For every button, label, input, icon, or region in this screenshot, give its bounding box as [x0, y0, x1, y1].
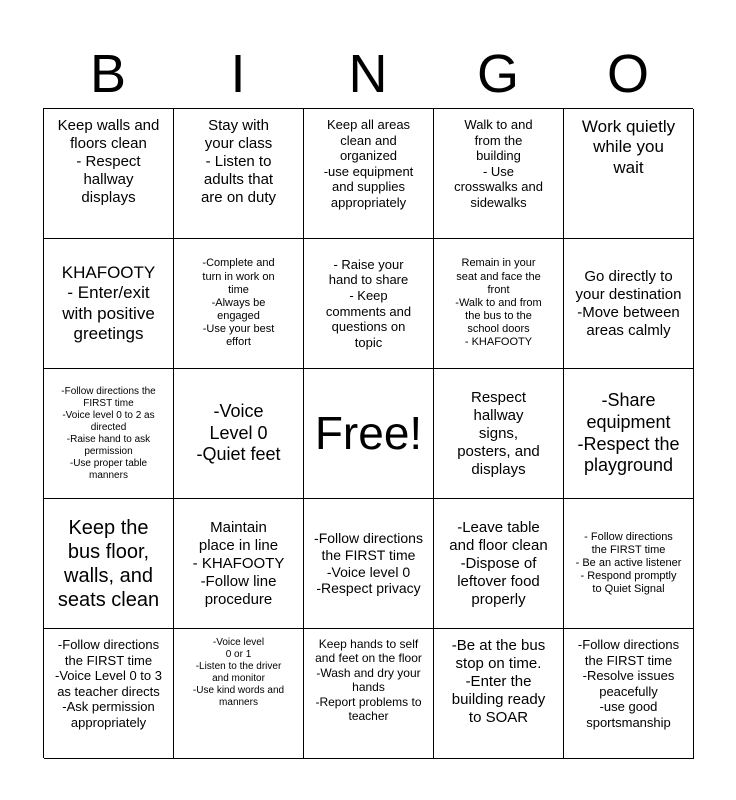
- cell-text: -Voice Level 0 -Quiet feet: [196, 401, 281, 465]
- cell-text: Keep the bus floor, walls, and seats clean: [57, 516, 160, 611]
- cell-text: Remain in your seat and face the front -Walk to and from the bus to the school doors - KHAFOOTY: [455, 257, 542, 349]
- bingo-cell: [304, 239, 434, 369]
- bingo-cell: [564, 629, 694, 759]
- bingo-header: [43, 40, 693, 108]
- bingo-cell: [44, 499, 174, 629]
- cell-text: Maintain place in line - KHAFOOTY -Follow line procedure: [192, 518, 285, 608]
- cell-text: Keep walls and floors clean - Respect hallway displays: [57, 117, 160, 206]
- cell-text: -Follow directions the FIRST time -Voice Level 0 to 3 as teacher directs -Ask permission appropriately: [55, 637, 162, 730]
- bingo-cell: [44, 239, 174, 369]
- bingo-cell: [434, 239, 564, 369]
- cell-text: Walk to and from the building - Use crosswalks and sidewalks: [454, 117, 543, 210]
- cell-text: Respect hallway signs, posters, and displays: [457, 388, 540, 478]
- header-letter-b: B: [89, 44, 127, 104]
- bingo-cell: [434, 109, 564, 239]
- bingo-cell: [44, 109, 174, 239]
- cell-text: -Follow directions the FIRST time -Voice level 0 to 2 as directed -Raise hand to ask permission -Use proper table manners: [61, 385, 156, 481]
- cell-text: -Follow directions the FIRST time -Resolve issues peacefully -use good sportsmanship: [577, 637, 680, 730]
- bingo-cell: [564, 369, 694, 499]
- bingo-cell: [304, 629, 434, 759]
- cell-text: Go directly to your destination -Move between areas calmly: [575, 267, 682, 339]
- bingo-cell: [174, 109, 304, 239]
- cell-text: -Leave table and floor clean -Dispose of leftover food properly: [449, 518, 548, 608]
- cell-text: -Voice level 0 or 1 -Listen to the driver and monitor -Use kind words and manners: [192, 637, 285, 708]
- bingo-cell: [174, 629, 304, 759]
- cell-text: -Follow directions the FIRST time -Voice level 0 -Respect privacy: [314, 529, 423, 597]
- header-letter-g: G: [476, 44, 519, 104]
- cell-text: Keep all areas clean and organized -use equipment and supplies appropriately: [323, 117, 414, 210]
- bingo-cell: [304, 499, 434, 629]
- header-letter-n: N: [348, 44, 388, 104]
- header-letter-i: I: [230, 44, 246, 104]
- bingo-cell: [174, 239, 304, 369]
- cell-text: Work quietly while you wait: [581, 117, 676, 177]
- cell-text: KHAFOOTY - Enter/exit with positive greetings: [61, 262, 156, 343]
- bingo-cell: [434, 369, 564, 499]
- bingo-cell: [304, 109, 434, 239]
- cell-text: -Complete and turn in work on time -Always be engaged -Use your best effort: [202, 257, 275, 349]
- cell-text: -Be at the bus stop on time. -Enter the building ready to SOAR: [451, 637, 546, 726]
- bingo-cell: [564, 239, 694, 369]
- bingo-cell: [434, 499, 564, 629]
- cell-text: Stay with your class - Listen to adults that are on duty: [200, 117, 277, 206]
- bingo-cell: [44, 629, 174, 759]
- free-space-text: Free!: [314, 406, 423, 459]
- header-letter-o: O: [606, 44, 649, 104]
- bingo-cell: [564, 499, 694, 629]
- bingo-cell: [564, 109, 694, 239]
- bingo-cell: [44, 369, 174, 499]
- bingo-board: [43, 108, 693, 758]
- cell-text: -Share equipment -Respect the playground: [577, 390, 680, 476]
- cell-text: - Follow directions the FIRST time - Be an active listener - Respond promptly to Quiet Signal: [575, 530, 682, 596]
- bingo-cell: [174, 499, 304, 629]
- cell-text: - Raise your hand to share - Keep comments and questions on topic: [325, 256, 412, 350]
- free-space: [304, 369, 434, 499]
- bingo-cell: [434, 629, 564, 759]
- bingo-cell: [174, 369, 304, 499]
- cell-text: Keep hands to self and feet on the floor -Wash and dry your hands -Report problems to teacher: [315, 637, 422, 723]
